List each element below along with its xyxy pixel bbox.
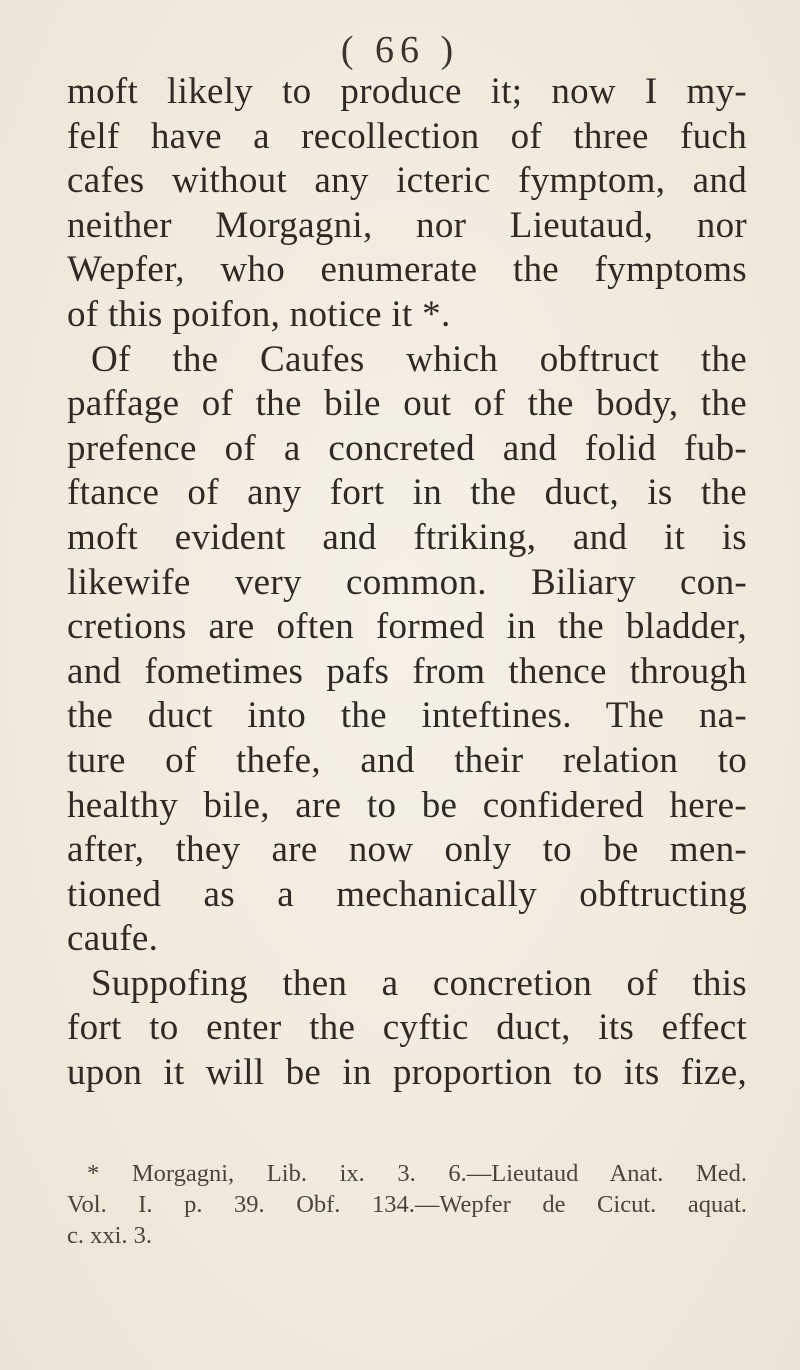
page-number-header: ( 66 ) (340, 29, 460, 71)
text-line: paffage of the bile out of the body, the (67, 383, 747, 425)
text-line: cafes without any icteric fymptom, and (67, 160, 747, 202)
text-line: ftance of any fort in the duct, is the (67, 472, 747, 514)
footnote (67, 1158, 747, 1251)
text-line: fort to enter the cyftic duct, its effect (67, 1007, 747, 1049)
text-line: and fometimes pafs from thence through (67, 650, 747, 692)
text-line: neither Morgagni, nor Lieutaud, nor (67, 204, 747, 246)
footnote-line: * Morgagni, Lib. ix. 3. 6.—Lieutaud Anat. Med. (87, 1160, 747, 1187)
text-line: likewife very common. Biliary con- (67, 561, 747, 603)
text-line: prefence of a concreted and folid fub- (67, 427, 747, 469)
text-line: tioned as a mechanically obftructing (67, 873, 747, 915)
text-line: after, they are now only to be men- (67, 829, 747, 871)
text-line: felf have a recollection of three fuch (67, 115, 747, 157)
text-line: the duct into the inteftines. The na- (67, 695, 747, 737)
text-line: moft evident and ftriking, and it is (67, 516, 747, 558)
text-line: caufe. (67, 918, 159, 960)
text-line: Wepfer, who enumerate the fymptoms (67, 249, 747, 291)
text-line: ture of thefe, and their relation to (67, 739, 747, 781)
text-line: moft likely to produce it; now I my- (67, 71, 747, 112)
footnote-line: Vol. I. p. 39. Obf. 134.—Wepfer de Cicut. aquat. (67, 1191, 747, 1218)
text-line: cretions are often formed in the bladder, (67, 606, 747, 648)
text-line: healthy bile, are to be confidered here- (67, 784, 747, 826)
body-text (67, 70, 747, 1096)
paragraph-start-line: Of the Caufes which obftruct the (91, 338, 747, 380)
text-line: upon it will be in proportion to its fize, (67, 1052, 747, 1094)
paragraph-start-line: Suppofing then a concretion of this (91, 962, 747, 1004)
footnote-line: c. xxi. 3. (67, 1222, 153, 1249)
text-line: of this poifon, notice it *. (67, 293, 451, 335)
